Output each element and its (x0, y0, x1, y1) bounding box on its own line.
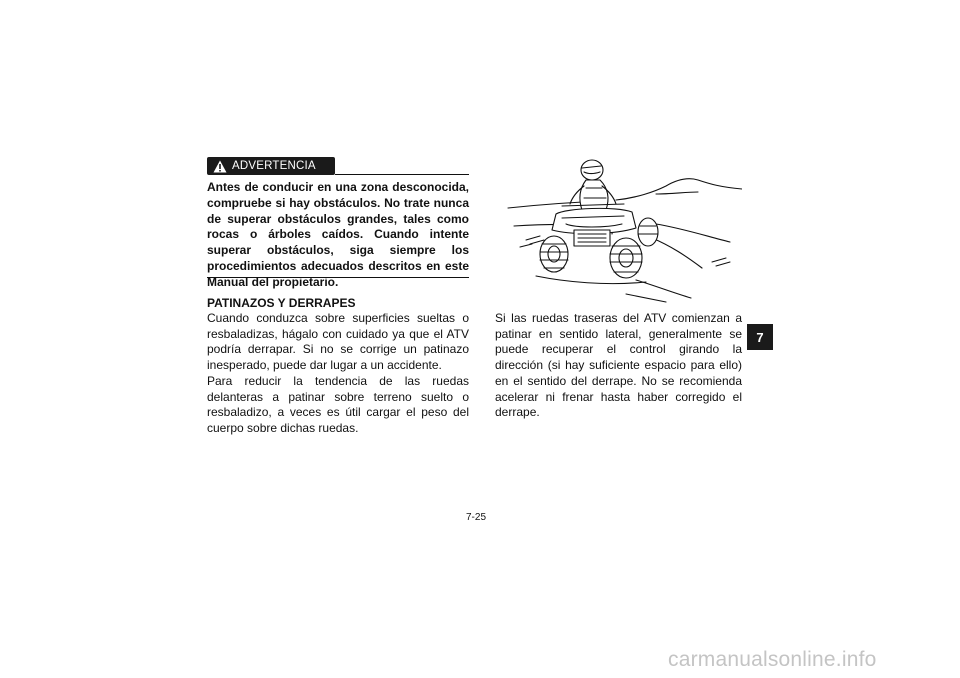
warning-top-rule (335, 174, 469, 175)
page-number: 7-25 (466, 512, 487, 523)
atv-rider-illustration (506, 152, 742, 304)
warning-badge (207, 157, 335, 175)
warning-triangle-icon (213, 160, 227, 173)
watermark: carmanualsonline.info (668, 648, 877, 671)
section-title: PATINAZOS Y DERRAPES (207, 296, 356, 310)
right-column (495, 311, 742, 421)
section-paragraph: Para reducir la tendencia de las ruedas delanteras a patinar sobre terreno suelto o resbaladizo, a veces es útil cargar el peso del cuerpo sobre dichas ruedas. (207, 373, 469, 435)
warning-text: Antes de conducir en una zona desconocida, compruebe si hay obstáculos. No trate nunca de superar obstáculos grandes, tales como rocas o árboles caídos. Cuando intente superar obstáculos, siga siempre los procedimientos adecuados descritos en este Manual del propietario. (207, 180, 469, 289)
warning-label: ADVERTENCIA (232, 160, 316, 172)
chapter-tab: 7 (747, 324, 773, 350)
section-paragraph: Cuando conduzca sobre superficies sueltas o resbaladizas, hágalo con cuidado ya que el ATV podría derrapar. Si no se corrige un patinazo inesperado, puede dar lugar a un accidente. (207, 311, 469, 373)
warning-bottom-rule (207, 277, 469, 278)
section-body (207, 311, 469, 437)
right-paragraph: Si las ruedas traseras del ATV comienzan a patinar en sentido lateral, generalmente se puede recuperar el control girando la dirección (si hay suficiente espacio para ello) en el sentido del derrape. No se recomienda acelerar ni frenar hasta haber corregido el derrape. (495, 311, 742, 420)
warning-header (207, 157, 469, 175)
